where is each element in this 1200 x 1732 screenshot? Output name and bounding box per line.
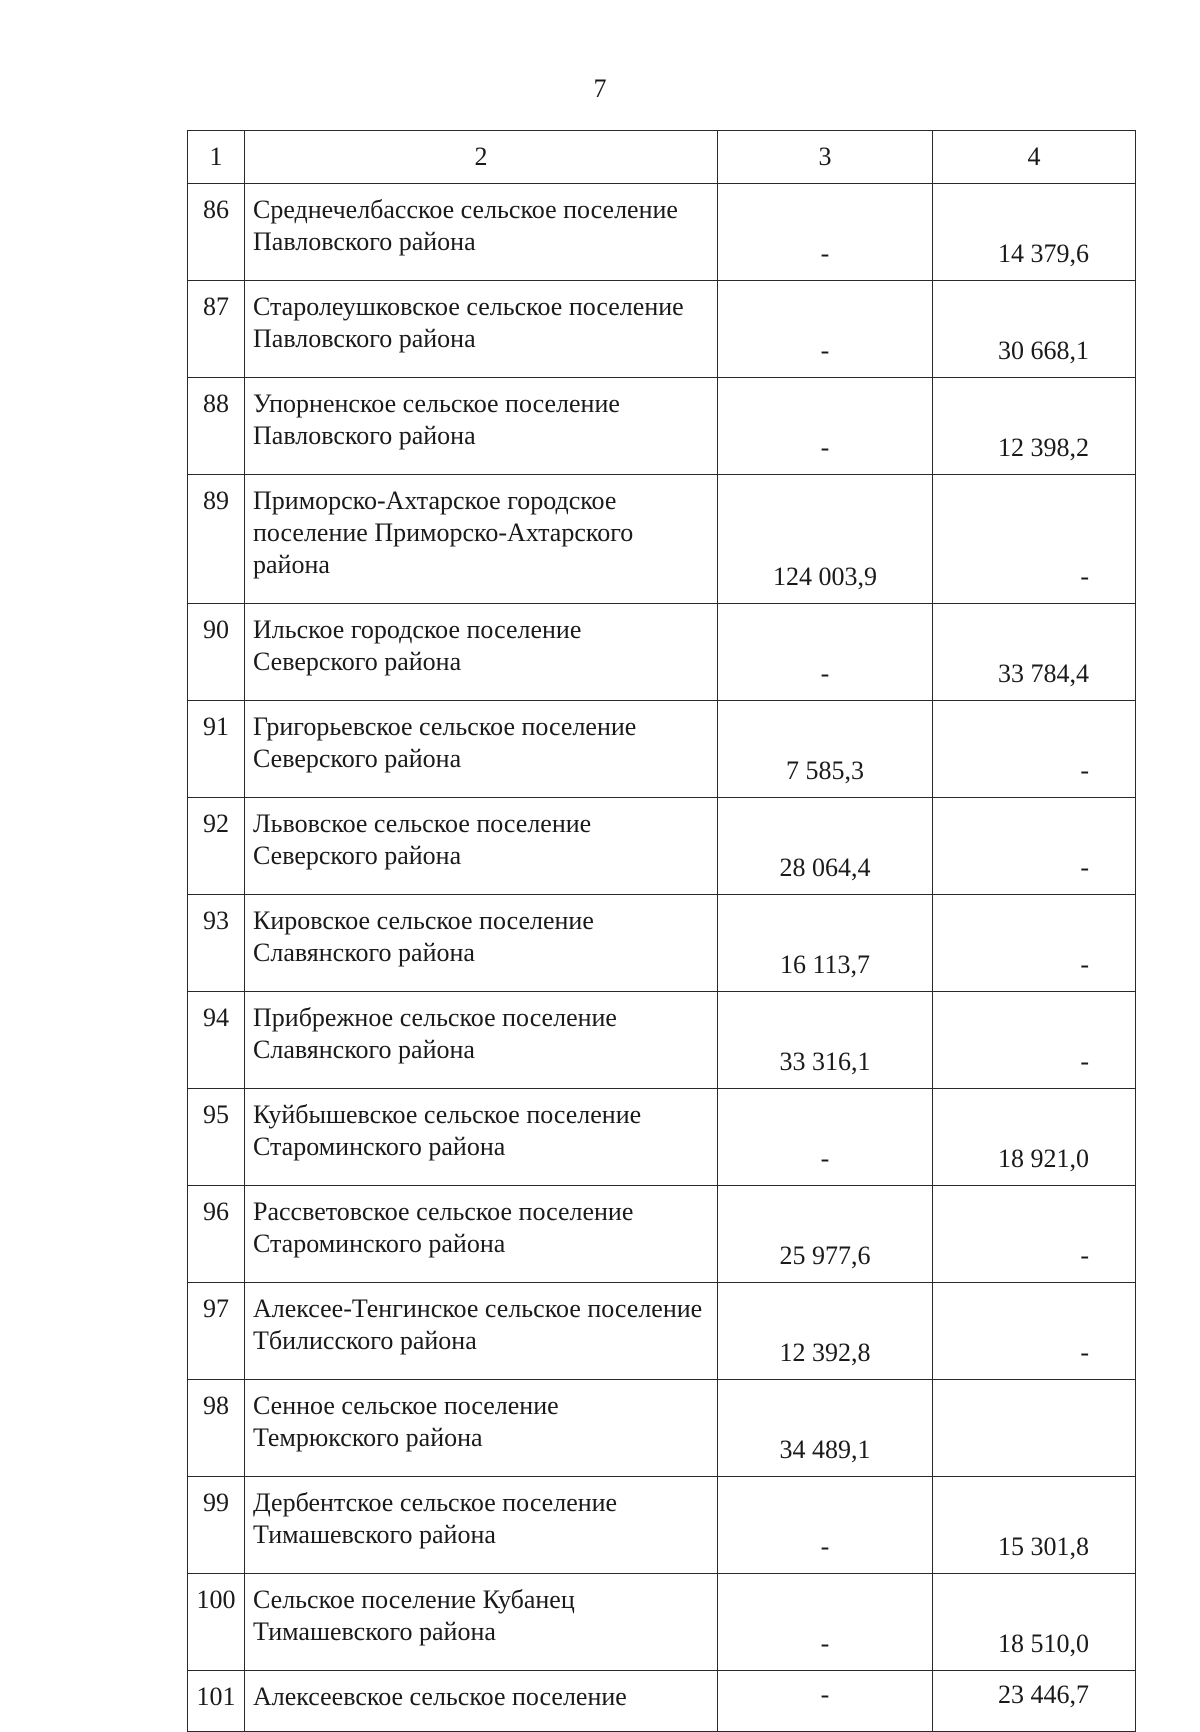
column-4-value: 18 921,0	[933, 1089, 1136, 1186]
row-number: 93	[188, 895, 245, 992]
settlement-name: Алексее-Тенгинское сельское поселение Тбилисского района	[245, 1283, 718, 1380]
column-4-value: 12 398,2	[933, 378, 1136, 475]
column-4-value: 14 379,6	[933, 184, 1136, 281]
table-row	[188, 1574, 1136, 1671]
page-number: 7	[593, 74, 607, 103]
column-header-1: 1	[188, 131, 245, 184]
column-4-value: -	[933, 895, 1136, 992]
table-row	[188, 992, 1136, 1089]
row-number: 90	[188, 604, 245, 701]
column-3-value: -	[718, 378, 933, 475]
column-3-value: -	[718, 1089, 933, 1186]
column-4-value: 33 784,4	[933, 604, 1136, 701]
row-number: 94	[188, 992, 245, 1089]
row-number: 98	[188, 1380, 245, 1477]
table-row	[188, 378, 1136, 475]
column-4-value: -	[933, 992, 1136, 1089]
table-row	[188, 475, 1136, 604]
row-number: 100	[188, 1574, 245, 1671]
row-number: 99	[188, 1477, 245, 1574]
column-3-value: -	[718, 281, 933, 378]
settlement-name: Кировское сельское поселение Славянского района	[245, 895, 718, 992]
column-3-value: -	[718, 1671, 933, 1732]
table-row	[188, 895, 1136, 992]
settlement-name: Сенное сельское поселение Темрюкского района	[245, 1380, 718, 1477]
row-number: 89	[188, 475, 245, 604]
column-3-value: 25 977,6	[718, 1186, 933, 1283]
column-3-value: 7 585,3	[718, 701, 933, 798]
header-row	[188, 131, 1136, 184]
settlement-name: Алексеевское сельское поселение	[245, 1671, 718, 1732]
column-header-2: 2	[245, 131, 718, 184]
column-4-value: -	[933, 1186, 1136, 1283]
row-number: 91	[188, 701, 245, 798]
settlement-name: Прибрежное сельское поселение Славянского района	[245, 992, 718, 1089]
row-number: 88	[188, 378, 245, 475]
settlements-table	[187, 130, 1136, 1732]
column-4-value: -	[933, 798, 1136, 895]
column-4-value: 15 301,8	[933, 1477, 1136, 1574]
table-row	[188, 701, 1136, 798]
settlement-name: Ильское городское поселение Северского района	[245, 604, 718, 701]
column-3-value: 34 489,1	[718, 1380, 933, 1477]
settlement-name: Упорненское сельское поселение Павловского района	[245, 378, 718, 475]
column-4-value: 18 510,0	[933, 1574, 1136, 1671]
table-row	[188, 1186, 1136, 1283]
column-3-value: 124 003,9	[718, 475, 933, 604]
row-number: 86	[188, 184, 245, 281]
column-3-value: -	[718, 1574, 933, 1671]
column-4-value: -	[933, 1283, 1136, 1380]
settlement-name: Дербентское сельское поселение Тимашевского района	[245, 1477, 718, 1574]
column-4-value	[933, 1380, 1136, 1477]
row-number: 92	[188, 798, 245, 895]
column-3-value: -	[718, 184, 933, 281]
column-header-3: 3	[718, 131, 933, 184]
settlement-name: Рассветовское сельское поселение Староминского района	[245, 1186, 718, 1283]
column-3-value: 16 113,7	[718, 895, 933, 992]
row-number: 95	[188, 1089, 245, 1186]
row-number: 97	[188, 1283, 245, 1380]
settlement-name: Григорьевское сельское поселение Северского района	[245, 701, 718, 798]
column-4-value: 30 668,1	[933, 281, 1136, 378]
settlement-name: Львовское сельское поселение Северского района	[245, 798, 718, 895]
table-row	[188, 1089, 1136, 1186]
row-number: 96	[188, 1186, 245, 1283]
settlement-name: Среднечелбасское сельское поселение Павловского района	[245, 184, 718, 281]
column-header-4: 4	[933, 131, 1136, 184]
column-4-value: 23 446,7	[933, 1671, 1136, 1732]
table-row	[188, 184, 1136, 281]
table-row	[188, 604, 1136, 701]
column-3-value: 28 064,4	[718, 798, 933, 895]
column-4-value: -	[933, 701, 1136, 798]
table-row	[188, 281, 1136, 378]
settlement-name: Сельское поселение Кубанец Тимашевского района	[245, 1574, 718, 1671]
settlement-name: Приморско-Ахтарское городское поселение Приморско-Ахтарского района	[245, 475, 718, 604]
table-row	[188, 1380, 1136, 1477]
table-row	[188, 1671, 1136, 1732]
column-4-value: -	[933, 475, 1136, 604]
table-row	[188, 1477, 1136, 1574]
column-3-value: -	[718, 1477, 933, 1574]
row-number: 101	[188, 1671, 245, 1732]
column-3-value: 33 316,1	[718, 992, 933, 1089]
table-row	[188, 1283, 1136, 1380]
column-3-value: 12 392,8	[718, 1283, 933, 1380]
row-number: 87	[188, 281, 245, 378]
table-row	[188, 798, 1136, 895]
settlement-name: Куйбышевское сельское поселение Староминского района	[245, 1089, 718, 1186]
column-3-value: -	[718, 604, 933, 701]
settlement-name: Старолеушковское сельское поселение Павловского района	[245, 281, 718, 378]
